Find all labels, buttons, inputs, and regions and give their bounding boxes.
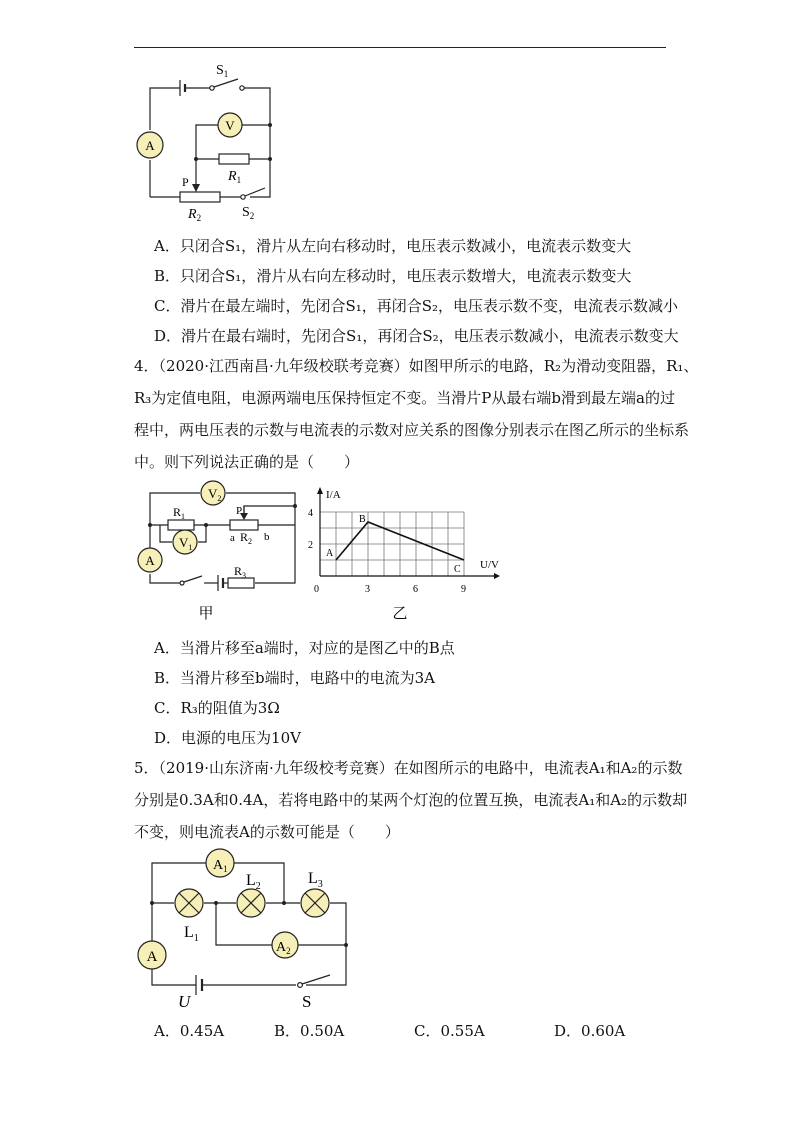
q3-s2-label: $S_2$ [242,205,255,221]
q4-graph-xtick-0: 0 [314,584,319,595]
q3-r2-label: $R_2$ [188,207,202,223]
q3-option-d: D．滑片在最右端时，先闭合S₁，再闭合S₂，电压表示数减小，电流表示数变大 [154,327,679,345]
q4-r2-label: $R_2$ [240,530,253,546]
q4-p-label: P [236,505,243,517]
q5-a-label: A [146,949,158,965]
q3-p-label: P [182,175,189,189]
q3-circuit-figure [130,60,290,230]
q5-l2-label: $L_2$ [246,872,261,892]
q4-graph-point-c: C [454,564,461,575]
header-rule [134,47,666,48]
q5-s-label: S [302,992,312,1011]
q5-option-d: D．0.60A [554,1022,626,1040]
q4-option-d: D．电源的电压为10V [154,729,301,747]
q4-graph-ytick-2: 2 [308,540,313,551]
q4-stem-line-4: 中。则下列说法正确的是（ ） [134,453,360,471]
q5-a1-label: $A_1$ [213,858,228,874]
q3-option-a: A．只闭合S₁，滑片从左向右移动时，电压表示数减小，电流表示数变大 [154,237,632,255]
q5-l3-label: $L_3$ [308,870,323,890]
q3-s1-label: $S_1$ [216,63,229,79]
q4-b-end-label: b [264,531,270,543]
q4-graph-xtick-3: 3 [365,584,370,595]
q4-ammeter-label: A [145,553,155,568]
q5-a2-label: $A_2$ [276,940,291,956]
q5-stem-line-2: 分别是0.3A和0.4A，若将电路中的某两个灯泡的位置互换，电流表A₁和A₂的示数却 [134,791,688,809]
q4-graph-xtick-6: 6 [413,584,418,595]
q5-option-b: B．0.50A [274,1022,345,1040]
q4-option-c: C．R₃的阻值为3Ω [154,699,280,717]
q4-r3-label: $R_3$ [234,564,247,580]
q5-stem-line-3: 不变，则电流表A的示数可能是（ ） [134,823,400,841]
q4-v2-label: $V_2$ [208,486,222,503]
q4-option-b: B．当滑片移至b端时，电路中的电流为3A [154,669,436,687]
q4-stem-line-1: 4．（2020·江西南昌·九年级校联考竞赛）如图甲所示的电路，R₂为滑动变阻器，R₁、 [134,357,699,375]
q4-graph-xlabel: U/V [480,559,499,571]
q4-option-a: A．当滑片移至a端时，对应的是图乙中的B点 [154,639,455,657]
q5-circuit-figure [130,845,360,1015]
q4-graph-ylabel: I/A [326,489,341,501]
q3-option-c: C．滑片在最左端时，先闭合S₁，再闭合S₂，电压表示数不变，电流表示数减小 [154,297,679,315]
q4-v1-label: $V_1$ [179,535,193,552]
q5-option-a: A．0.45A [154,1022,225,1040]
q5-stem-line-1: 5．（2019·山东济南·九年级校考竞赛）在如图所示的电路中，电流表A₁和A₂的示数 [134,759,683,777]
q4-figure-caption-jia: 甲 [198,606,214,622]
q4-graph-figure [306,484,516,624]
q5-l1-label: $L_1$ [184,924,199,944]
q4-r1-label: $R_1$ [173,505,186,521]
q4-graph-xtick-9: 9 [461,584,466,595]
q5-u-label: U [178,992,191,1011]
q4-stem-line-3: 程中，两电压表的示数与电流表的示数对应关系的图像分别表示在图乙所示的坐标系 [134,421,690,439]
q4-graph-point-b: B [359,514,366,525]
q4-a-end-label: a [230,532,235,544]
q4-graph-ytick-4: 4 [308,508,313,519]
q3-voltmeter-label: V [225,118,235,133]
q4-graph-point-a: A [326,548,334,559]
q3-ammeter-label: A [145,138,155,153]
q4-stem-line-2: R₃为定值电阻，电源两端电压保持恒定不变。当滑片P从最右端b滑到最左端a的过 [134,389,675,407]
q5-option-c: C．0.55A [414,1022,485,1040]
q4-figure-caption-yi: 乙 [392,606,408,622]
q3-option-b: B．只闭合S₁，滑片从右向左移动时，电压表示数增大，电流表示数变大 [154,267,632,285]
q3-r1-label: $R_1$ [228,169,242,185]
q4-circuit-figure [130,478,310,628]
